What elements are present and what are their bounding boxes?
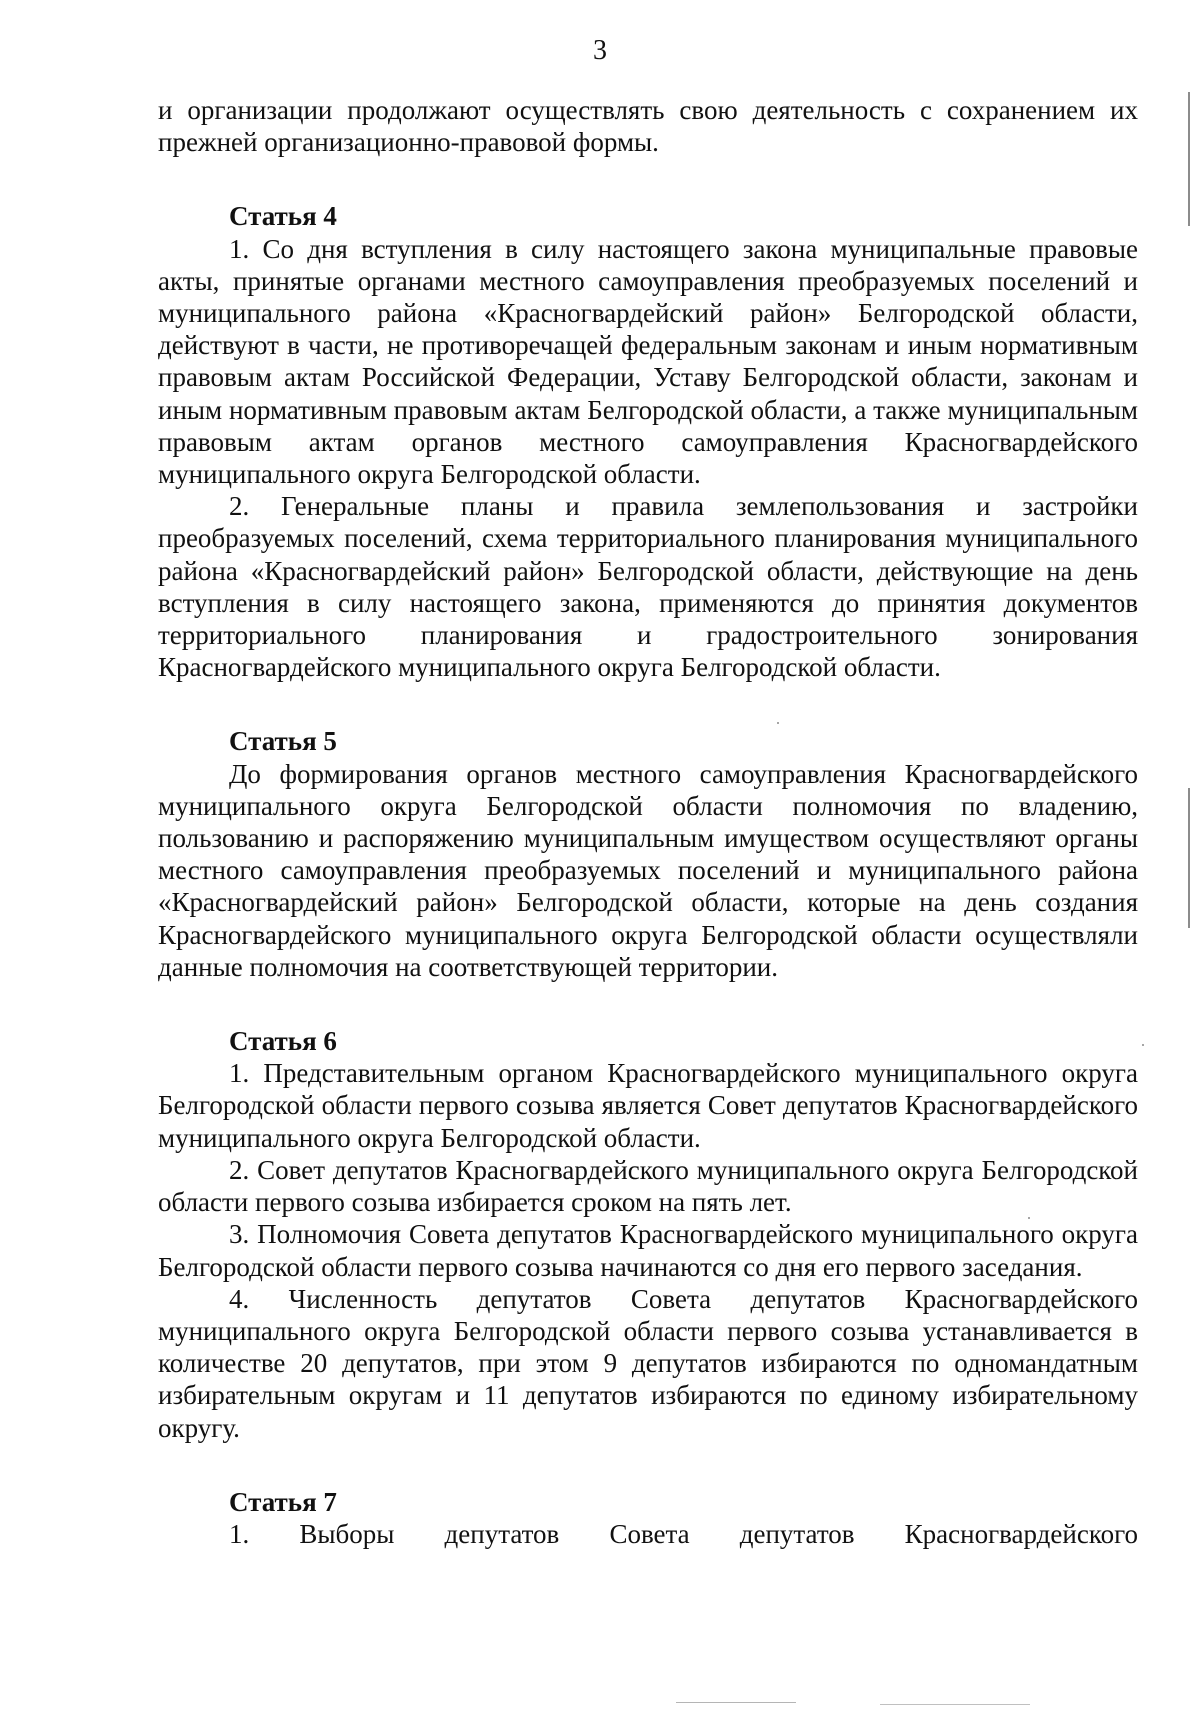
- scan-bottom-dash-left: [676, 1702, 796, 1703]
- article-6-heading: Статья 6: [229, 1026, 337, 1057]
- intro-paragraph: и организации продолжают осуществлять свою деятельность с сохранением их прежней организационно-правовой формы.: [158, 95, 1138, 158]
- article-5-heading: Статья 5: [229, 726, 337, 757]
- article-5-paragraph-1: До формирования органов местного самоуправления Красногвардейского муниципального округа Белгородской области полномочия по владению, пользованию и распоряжению муниципальным имуществом осуществляют органы местного самоуправления преобразуемых поселений и муниципального района «Красногвардейский район» Белгородской области, которые на день создания Красногвардейского муниципального округа Белгородской области осуществляли данные полномочия на соответствующей территории.: [158, 758, 1138, 982]
- scan-speck: [777, 722, 779, 724]
- document-body: [158, 94, 1138, 1550]
- scan-margin-line-top: [1188, 92, 1190, 226]
- article-6-paragraph-2: 2. Совет депутатов Красногвардейского муниципального округа Белгородской области первого созыва избирается сроком на пять лет.: [158, 1154, 1138, 1218]
- scan-bottom-dash-right: [880, 1704, 1030, 1705]
- article-4-paragraph-2: 2. Генеральные планы и правила землепользования и застройки преобразуемых поселений, схема территориального планирования муниципального района «Красногвардейский район» Белгородской области, действующие на день вступления в силу настоящего закона, применяются до принятия документов территориального планирования и градостроительного зонирования Красногвардейского муниципального округа Белгородской области.: [158, 491, 1138, 683]
- article-6-paragraph-4: 4. Численность депутатов Совета депутатов Красногвардейского муниципального округа Белгородской области первого созыва устанавливается в количестве 20 депутатов, при этом 9 депутатов избираются по одномандатным избирательным округам и 11 депутатов избираются по единому избирательному округу.: [158, 1283, 1138, 1443]
- scan-speck: [1028, 1217, 1030, 1219]
- article-6-paragraph-3: 3. Полномочия Совета депутатов Красногвардейского муниципального округа Белгородской области первого созыва начинаются со дня его первого заседания.: [158, 1219, 1138, 1282]
- article-7-heading: Статья 7: [229, 1486, 337, 1517]
- article-6-paragraph-1: 1. Представительным органом Красногвардейского муниципального округа Белгородской области первого созыва является Совет депутатов Красногвардейского муниципального округа Белгородской области.: [158, 1058, 1138, 1153]
- page-number: 3: [593, 35, 607, 66]
- scan-margin-line-middle: [1188, 788, 1190, 928]
- article-7-paragraph-1: 1. Выборы депутатов Совета депутатов Красногвардейского: [229, 1518, 1138, 1549]
- article-4-paragraph-1: 1. Со дня вступления в силу настоящего закона муниципальные правовые акты, принятые органами местного самоуправления преобразуемых поселений и муниципального района «Красногвардейский район» Белгородской области, действуют в части, не противоречащей федеральным законам и иным нормативным правовым актам Российской Федерации, Уставу Белгородской области, законам и иным нормативным правовым актам Белгородской области, а также муниципальным правовым актам органов местного самоуправления Красногвардейского муниципального округа Белгородской области.: [158, 233, 1138, 490]
- article-4-heading: Статья 4: [229, 201, 337, 232]
- scan-speck: [1142, 1044, 1144, 1046]
